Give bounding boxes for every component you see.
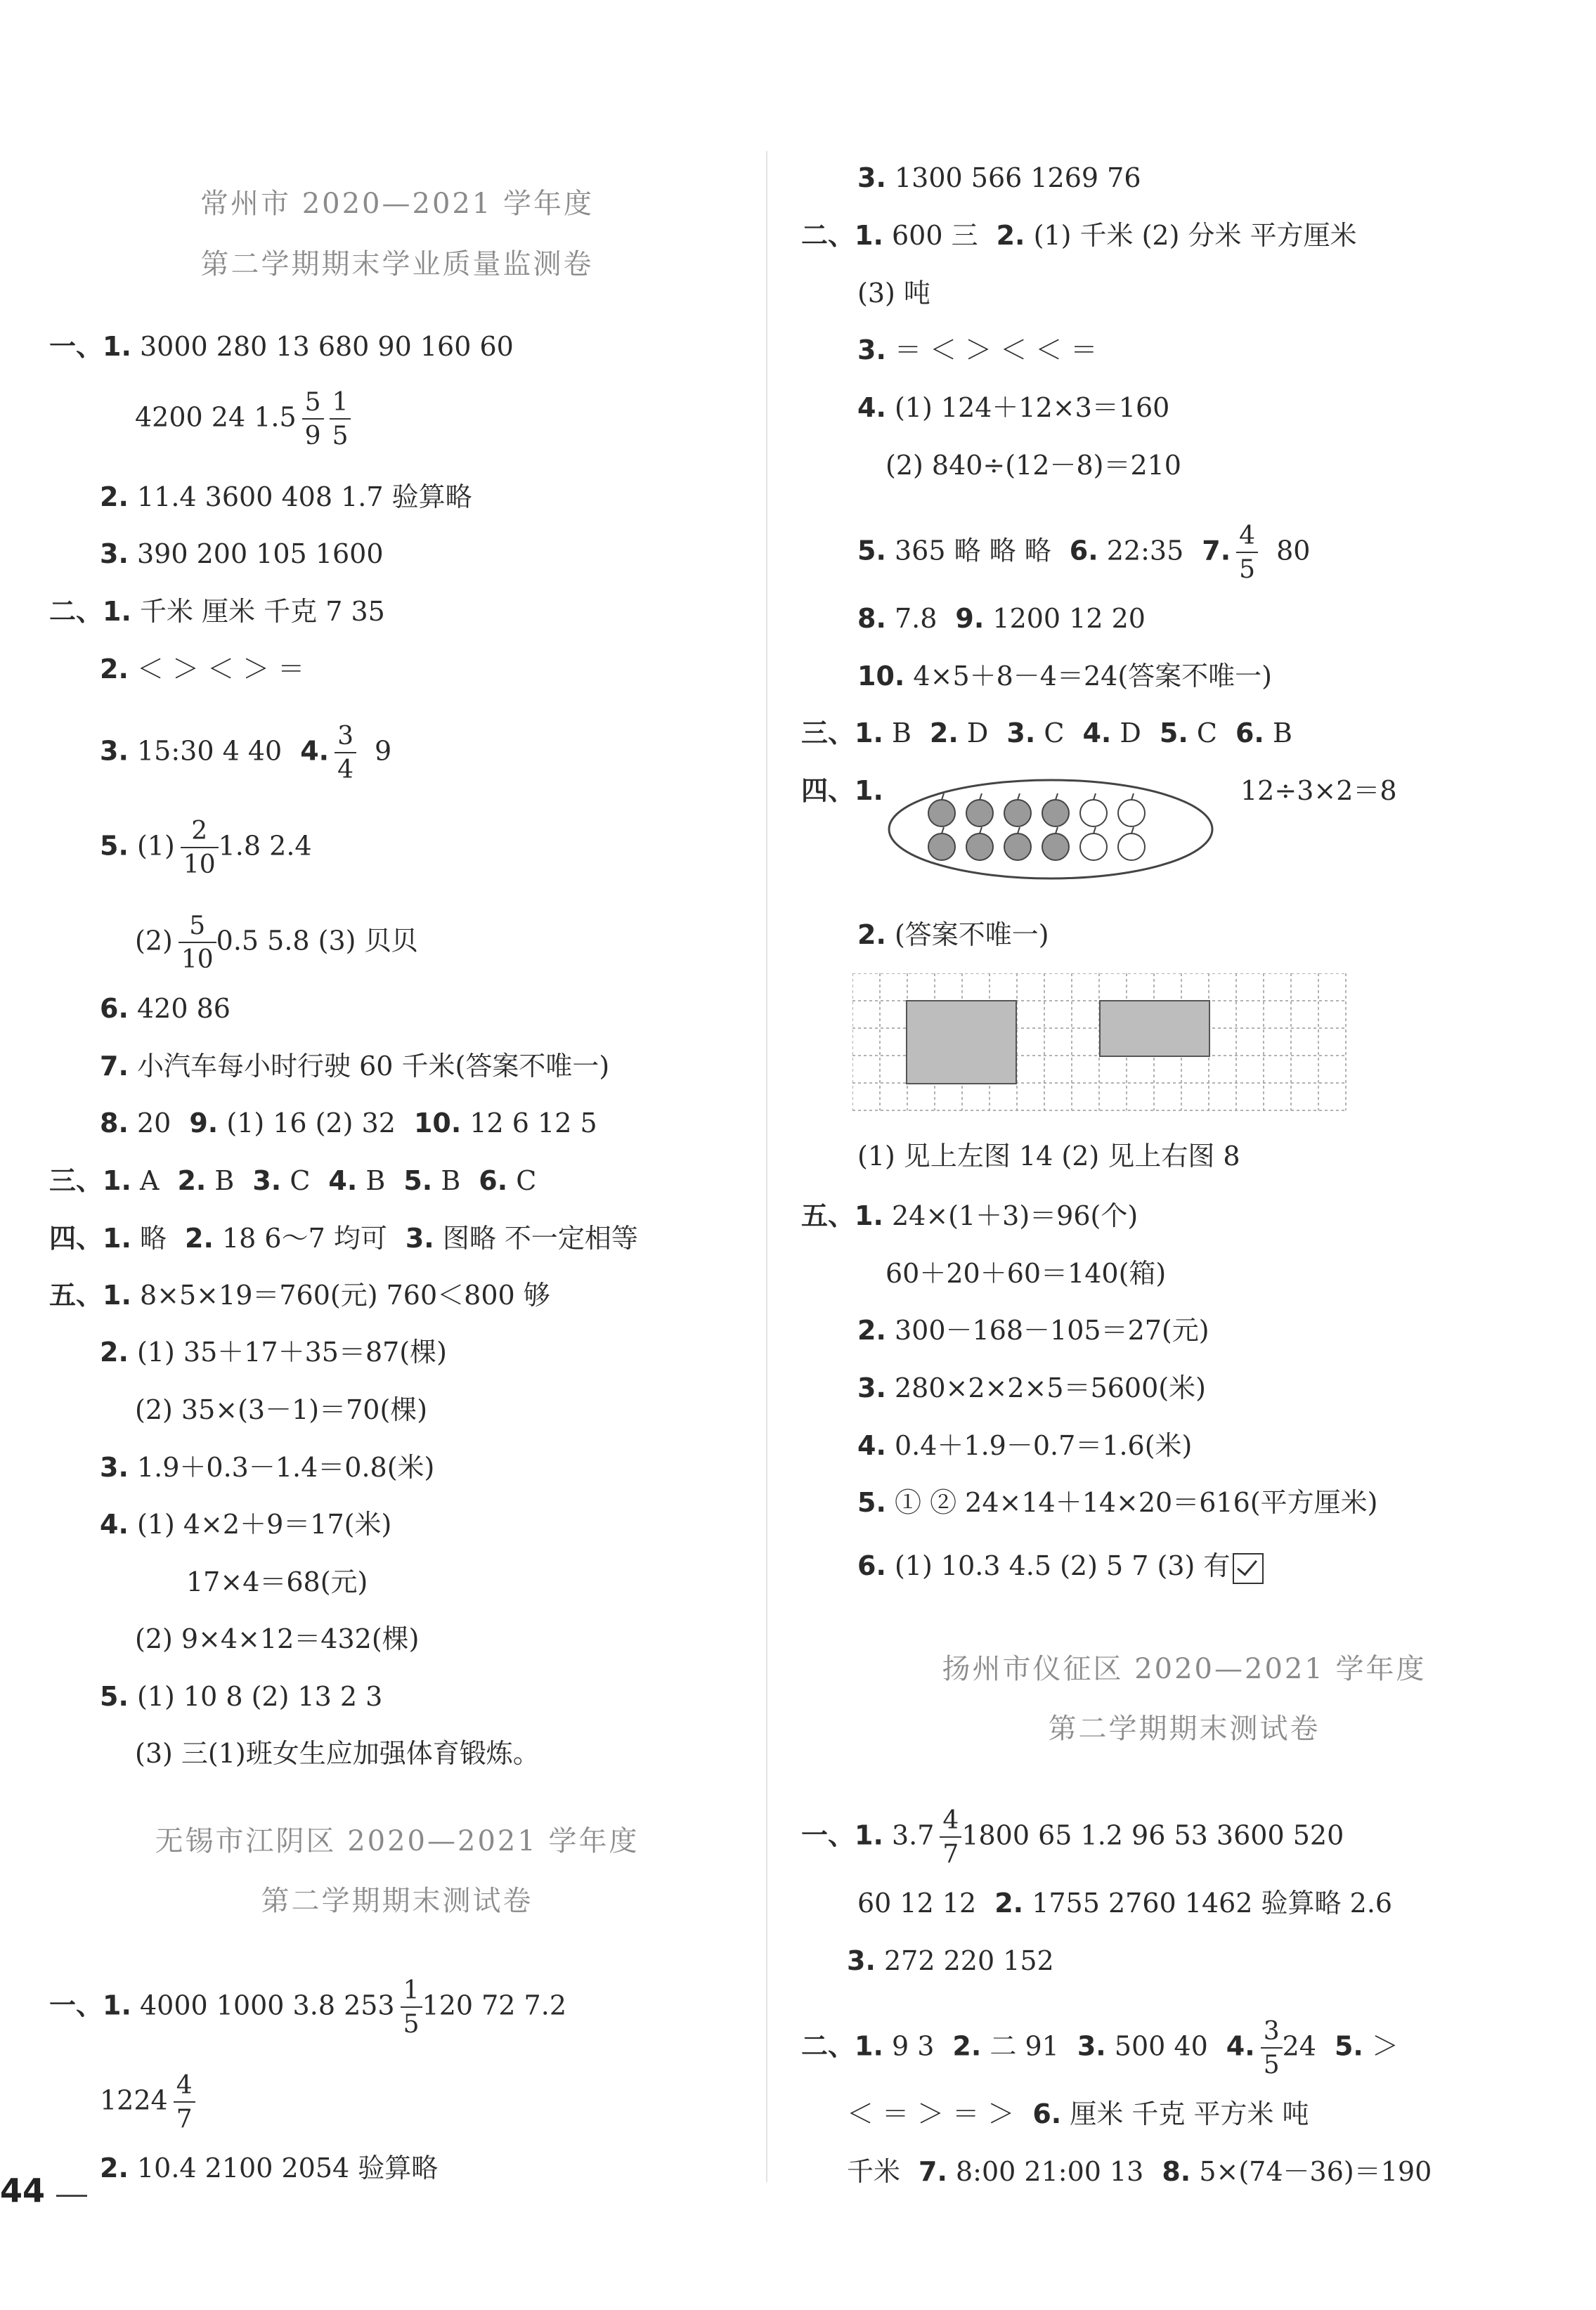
fraction: $\frac{4}{5}$ [1236, 524, 1258, 583]
fraction: $\frac{3}{4}$ [335, 724, 356, 783]
answer-line: 60 12 12 2. 1755 2760 1462 验算略 2.6 [857, 1888, 1393, 1919]
answer-line: 2. 300－168－105＝27(元) [857, 1315, 1209, 1346]
apple-icon [928, 793, 955, 826]
fraction: $\frac{5}{9}$ [302, 390, 324, 449]
fraction: $\frac{2}{10}$ [181, 819, 219, 878]
answer-line: (3) 吨 [857, 278, 930, 309]
column-divider [766, 151, 767, 2182]
fraction: $\frac{4}{7}$ [940, 1808, 961, 1867]
apple-icon [928, 827, 955, 860]
answer-line: 3. ＝ ＜ ＞ ＜ ＜ ＝ [857, 335, 1098, 365]
apple-icon [1042, 827, 1069, 860]
answer-line: 3. 1.9＋0.3－1.4＝0.8(米) [100, 1452, 435, 1483]
page-number-dash [56, 2195, 87, 2197]
answer-line: 5. (1) 10 8 (2) 13 2 3 [100, 1681, 383, 1712]
answer-line: 5. 365 略 略 略 6. 22:35 7. $\frac{4}{5}$ 80 [857, 521, 1311, 584]
answer-line: 4200 24 1.5 $\frac{5}{9}$ $\frac{1}{5}$ [135, 390, 351, 449]
answer-line: 12÷3×2＝8 [1240, 775, 1397, 806]
page-number: 44 [0, 2172, 46, 2210]
answer-line: 60＋20＋60＝140(箱) [885, 1258, 1167, 1289]
shape-right [1100, 1001, 1209, 1056]
fraction: $\frac{1}{5}$ [330, 390, 351, 449]
answer-line: 2. (1) 35＋17＋35＝87(棵) [100, 1337, 447, 1368]
fraction: $\frac{5}{10}$ [179, 914, 216, 973]
fraction: $\frac{4}{7}$ [174, 2073, 195, 2132]
exam-subtitle-changzhou: 第二学期期末学业质量监测卷 [200, 248, 594, 280]
fraction: $\frac{3}{5}$ [1261, 2019, 1283, 2078]
answer-line: 二、1. 9 3 2. 二 91 3. 500 40 4. $\frac{3}{5}$ 24 5. ＞ [801, 2017, 1399, 2079]
apple-icon [1042, 793, 1069, 826]
apple-icon [966, 793, 993, 826]
checkbox-checked-icon [1233, 1553, 1264, 1584]
apple-icon [1080, 827, 1107, 860]
answer-line: ＜ ＝ ＞ ＝ ＞ 6. 厘米 千克 平方米 吨 [847, 2098, 1309, 2129]
answer-line: 3. 1300 566 1269 76 [857, 162, 1141, 193]
apples-diagram [885, 777, 1216, 882]
answer-line: 2. 11.4 3600 408 1.7 验算略 [100, 481, 472, 512]
apple-icon [1118, 793, 1145, 826]
answer-line: (3) 三(1)班女生应加强体育锻炼。 [135, 1738, 540, 1769]
answer-line: 一、1. 3000 280 13 680 90 160 60 [49, 331, 514, 362]
answer-line: 7. 小汽车每小时行驶 60 千米(答案不唯一) [100, 1051, 610, 1082]
answer-line: (2) $\frac{5}{10}$ 0.5 5.8 (3) 贝贝 [135, 911, 418, 974]
shape-left [907, 1001, 1016, 1084]
answer-line: 4. (1) 4×2＋9＝17(米) [100, 1509, 392, 1540]
answer-line: 三、1. B 2. D 3. C 4. D 5. C 6. B [801, 718, 1292, 748]
answer-line: 2. 10.4 2100 2054 验算略 [100, 2153, 439, 2184]
answer-line: (2) 35×(3－1)＝70(棵) [135, 1394, 428, 1425]
answer-line: 8. 7.8 9. 1200 12 20 [857, 603, 1146, 634]
answer-line: 一、1. 4000 1000 3.8 253 $\frac{1}{5}$ 120 72 7.2 [49, 1976, 566, 2039]
answer-line: 5. (1) $\frac{2}{10}$ 1.8 2.4 [100, 817, 312, 879]
answer-line: 4. 0.4＋1.9－0.7＝1.6(米) [857, 1430, 1193, 1461]
exam-title-yizheng: 扬州市仪征区 2020—2021 学年度 [942, 1653, 1427, 1685]
answer-line: (2) 9×4×12＝432(棵) [135, 1623, 420, 1654]
answer-line: 3. 390 200 105 1600 [100, 538, 384, 569]
answer-line: 3. 15:30 4 40 4. $\frac{3}{4}$ 9 [100, 722, 392, 784]
answer-line: 五、1. 8×5×19＝760(元) 760＜800 够 [49, 1280, 550, 1311]
exam-title-changzhou: 常州市 2020—2021 学年度 [200, 188, 595, 220]
answer-line: 二、1. 600 三 2. (1) 千米 (2) 分米 平方厘米 [801, 220, 1357, 251]
answer-line: 四、1. [801, 775, 883, 806]
exam-title-wuxi: 无锡市江阴区 2020—2021 学年度 [155, 1825, 640, 1857]
apple-icon [966, 827, 993, 860]
answer-line: 2. ＜ ＞ ＜ ＞ ＝ [100, 654, 305, 684]
fraction: $\frac{1}{5}$ [401, 1978, 422, 2037]
answer-line: (2) 840÷(12－8)＝210 [885, 450, 1181, 481]
answer-line: 四、1. 略 2. 18 6～7 均可 3. 图略 不一定相等 [49, 1223, 638, 1254]
answer-line: 4. (1) 124＋12×3＝160 [857, 392, 1170, 423]
answer-line: 3. 272 220 152 [847, 1945, 1054, 1976]
answer-line: 6. 420 86 [100, 993, 231, 1024]
grid-figure [852, 973, 1348, 1114]
apple-icon [1004, 793, 1031, 826]
answer-line: (1) 见上左图 14 (2) 见上右图 8 [857, 1141, 1240, 1172]
answer-line: 10. 4×5＋8－4＝24(答案不唯一) [857, 661, 1272, 692]
apple-icon [1004, 827, 1031, 860]
answer-line: 五、1. 24×(1＋3)＝96(个) [801, 1200, 1138, 1231]
plate-ellipse [889, 780, 1212, 878]
answer-line: 二、1. 千米 厘米 千克 7 35 [49, 596, 385, 627]
answer-line: 17×4＝68(元) [186, 1566, 368, 1597]
exam-subtitle-yizheng: 第二学期期末测试卷 [1048, 1713, 1321, 1745]
answer-line: 5. ① ② 24×14＋14×20＝616(平方厘米) [857, 1487, 1378, 1518]
apple-icon [1080, 793, 1107, 826]
apple-icon [1118, 827, 1145, 860]
answer-line: 3. 280×2×2×5＝5600(米) [857, 1373, 1206, 1403]
answer-line: 8. 20 9. (1) 16 (2) 32 10. 12 6 12 5 [100, 1108, 597, 1138]
answer-line: 1224 $\frac{4}{7}$ [100, 2073, 195, 2132]
exam-subtitle-wuxi: 第二学期期末测试卷 [261, 1885, 533, 1917]
answer-line: 一、1. 3.7 $\frac{4}{7}$ 1800 65 1.2 96 53 3600 520 [801, 1806, 1344, 1869]
answer-line: 三、1. A 2. B 3. C 4. B 5. B 6. C [49, 1165, 537, 1196]
answer-line: 6. (1) 10.3 4.5 (2) 5 7 (3) 有 [857, 1548, 1264, 1584]
apple-group [928, 793, 1145, 860]
answer-line: 2. (答案不唯一) [857, 919, 1049, 950]
answer-line: 千米 7. 8:00 21:00 13 8. 5×(74－36)＝190 [847, 2156, 1432, 2187]
